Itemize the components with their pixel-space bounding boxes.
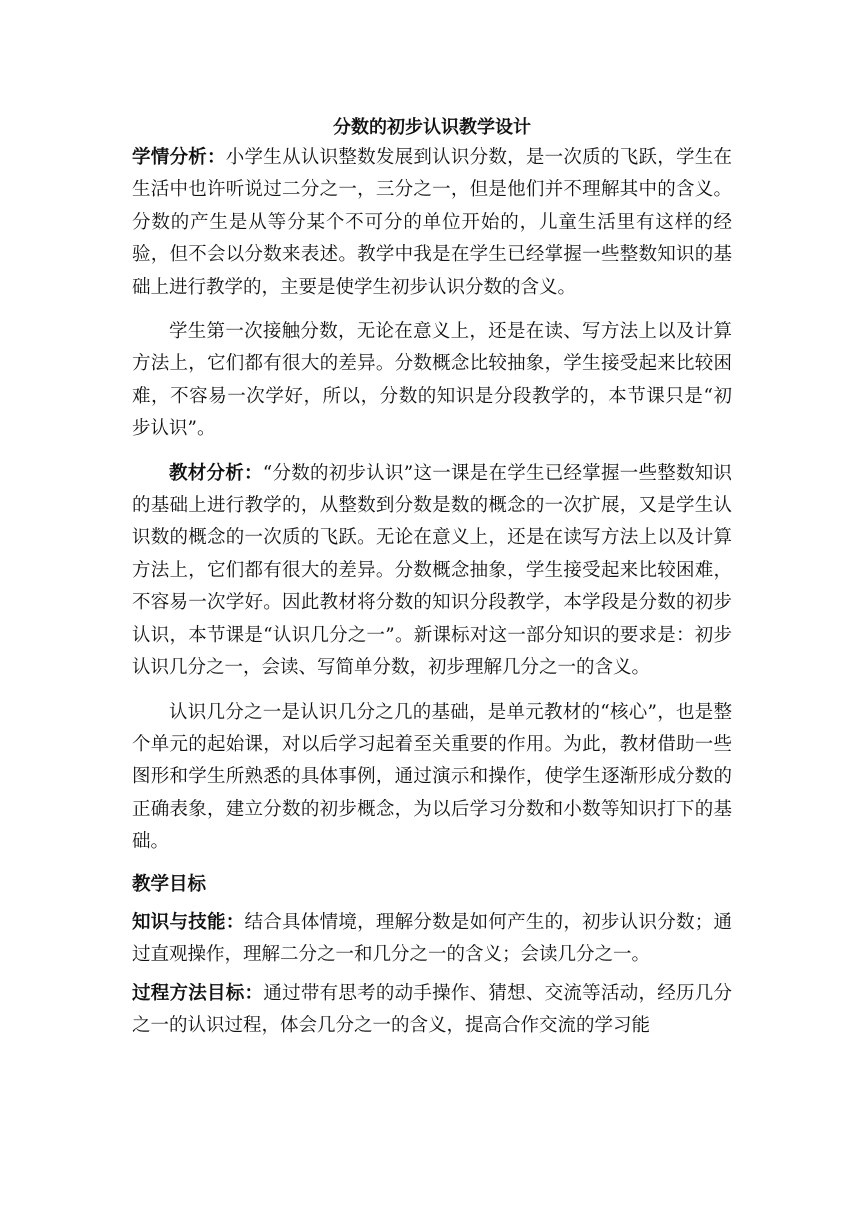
textbook-analysis-label: 教材分析：	[169, 462, 263, 484]
document-page	[132, 100, 732, 1043]
learning-analysis-label: 学情分析：	[132, 147, 226, 168]
first-contact-paragraph: 学生第一次接触分数，无论在意义上，还是在读、写方法上以及计算方法上，它们都有很大的差异。分数概念比较抽象，学生接受起来比较困难，不容易一次学好，所以，分数的知识是分段教学的，本节课只是“初步认识”。	[132, 321, 732, 440]
knowledge-skills-label: 知识与技能：	[132, 911, 245, 933]
learning-analysis-text: 小学生从认识整数发展到认识分数，是一次质的飞跃，学生在生活中也许听说过二分之一，三分之一，但是他们并不理解其中的含义。分数的产生是从等分某个不可分的单位开始的，儿童生活里有这样的经验，但不会以分数来表述。教学中我是在学生已经掌握一些整数知识的基础上进行教学的，主要是使学生初步认识分数的含义。	[132, 147, 732, 298]
textbook-analysis-paragraph	[132, 458, 732, 685]
knowledge-skills-paragraph	[132, 907, 732, 972]
process-method-label: 过程方法目标：	[132, 982, 264, 1004]
knowledge-skills-text: 结合具体情境，理解分数是如何产生的，初步认识分数；通过直观操作，理解二分之一和几分之一的含义；会读几分之一。	[132, 911, 732, 966]
core-content-paragraph: 认识几分之一是认识几分之几的基础，是单元教材的“核心”，也是整个单元的起始课，对以后学习起着至关重要的作用。为此，教材借助一些图形和学生所熟悉的具体事例，通过演示和操作，使学生逐渐形成分数的正确表象，建立分数的初步概念，为以后学习分数和小数等知识打下的基础。	[132, 701, 732, 853]
teaching-goals-heading: 教学目标	[132, 873, 207, 895]
process-method-text: 通过带有思考的动手操作、猜想、交流等活动，经历几分之一的认识过程，体会几分之一的含义，提高合作交流的学习能	[132, 982, 732, 1037]
learning-analysis-paragraph	[132, 142, 732, 304]
document-title: 分数的初步认识教学设计	[333, 117, 531, 138]
process-method-paragraph	[132, 978, 732, 1043]
textbook-analysis-text: “分数的初步认识”这一课是在学生已经掌握一些整数知识的基础上进行教学的，从整数到分数是数的概念的一次扩展，又是学生认识数的概念的一次质的飞跃。无论在意义上，还是在读写方法上以及计算方法上，它们都有很大的差异。分数概念抽象，学生接受起来比较困难，不容易一次学好。因此教材将分数的知识分段教学，本学段是分数的初步认识，本节课是“认识几分之一”。新课标对这一部分知识的要求是：初步认识几分之一，会读、写简单分数，初步理解几分之一的含义。	[132, 462, 732, 679]
